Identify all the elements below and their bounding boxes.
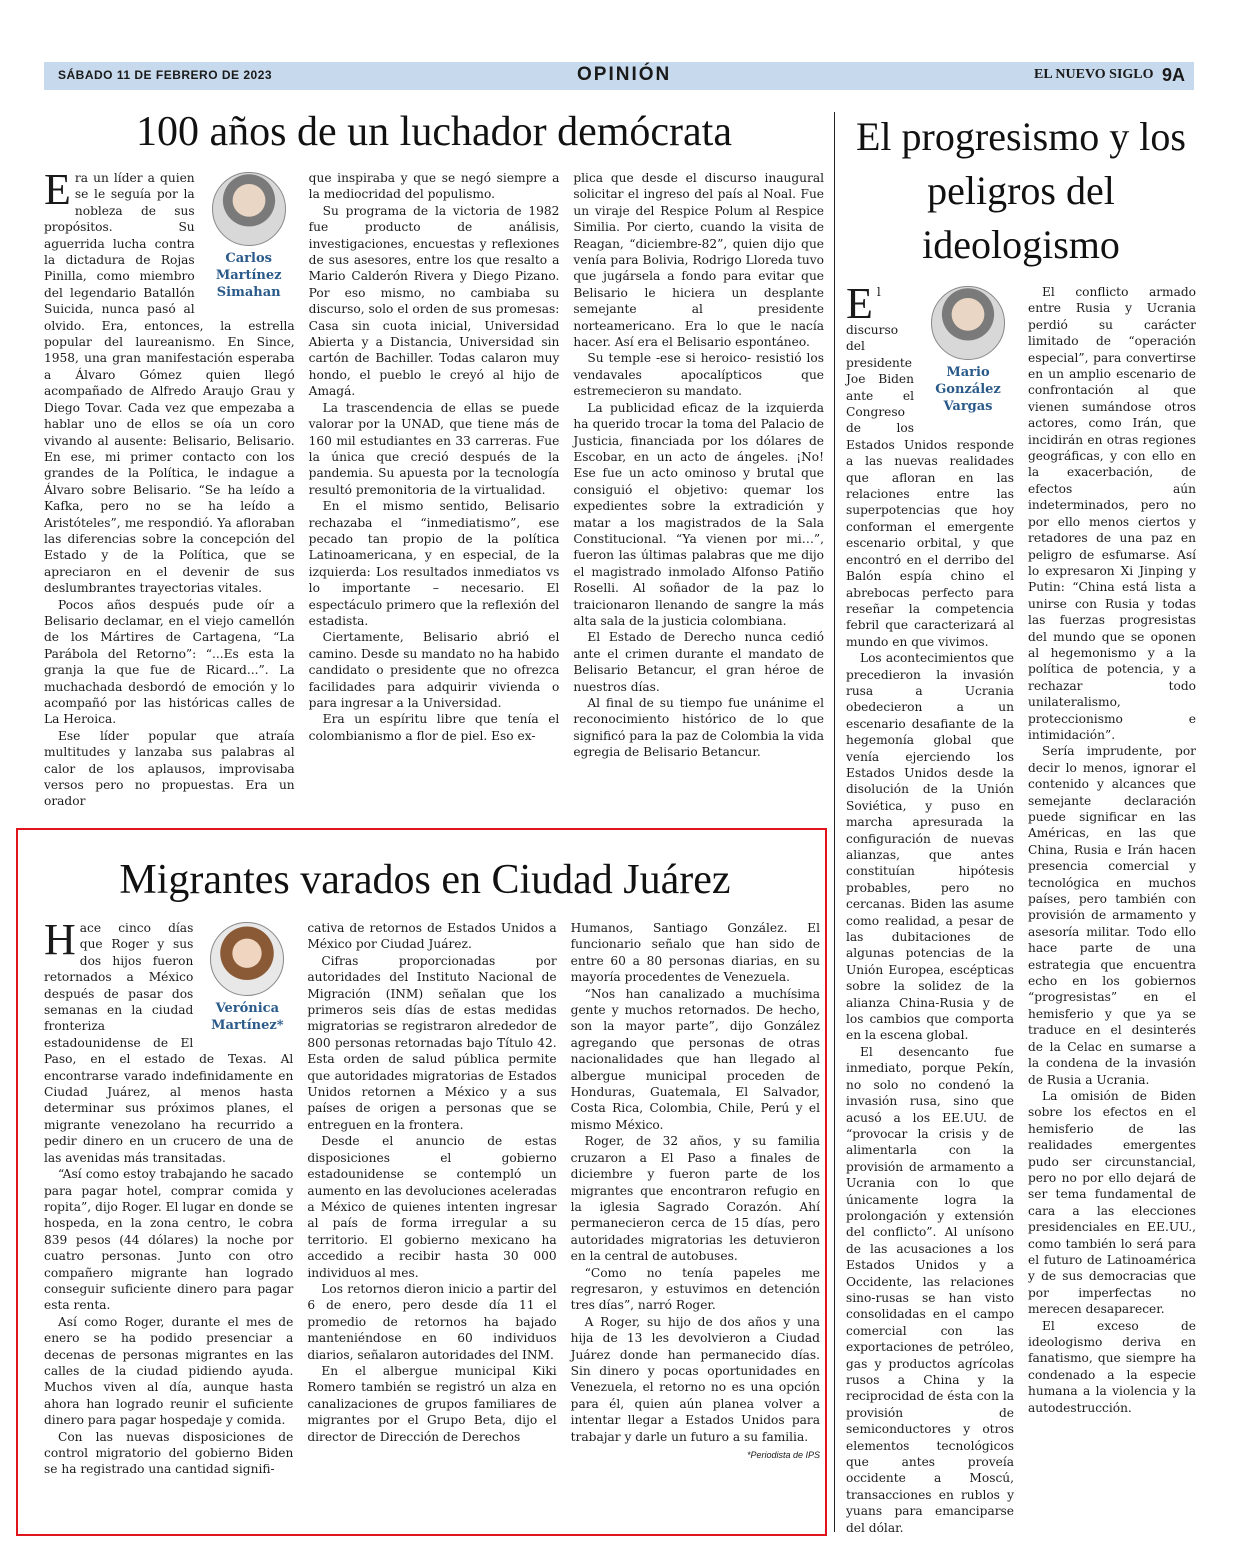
newspaper-name: EL NUEVO SIGLO [1034,67,1154,82]
article1-title: 100 años de un luchador demócrata [136,109,732,155]
article2-paragraph: El exceso de ideologismo deriva en fanatismo, que siempre ha condenado a la especie humana a la violencia y la autodestrucción. [1028,1318,1196,1415]
article1-paragraph: Pocos años después pude oír a Belisario declamar, en el viejo camellón de los Mártires de Cartagena, “La Parábola del Retorno”: “...Es esta la granja la que fue de Ricard...”. La muchachada desbordó de emoción y lo acompañó por las históricas calles de La Heroica. [44,597,295,727]
article1-paragraph: plica que desde el discurso inaugural solicitar el ingreso del país al Noal. Fue un viraje del Respice Polum al Respice Similia. Por cierto, cuando la visita de Reagan, “diciembre-82”, quien dijo que venía para Bolivia, Rodrigo Lloreda tuvo que jugársela a fondo para evitar que Belisario le hiciera un desplante semejante al presidente norteamericano. Era lo que le nacía hacer. Así era el Belisario espontáneo. [573,171,825,350]
article3-paragraph: Con las nuevas disposiciones de control migratorio del gobierno Biden se ha registrado una cantidad signifi- [44,1429,294,1477]
article3-paragraph: Cifras proporcionadas por autoridades del Instituto Nacional de Migración (INM) señalan que los primeros seis días de estas medidas migratorias se registraron alrededor de 800 personas retornadas bajo Título 42. Esta orden de salud pública permite que autoridades migratorias de Estados Unidos retornen a México y a sus países de origen a personas que se entreguen en la frontera. [307,953,557,1132]
section-name: OPINIÓN [577,64,672,85]
article2-paragraph: El conflicto armado entre Rusia y Ucrania perdió su carácter limitado de “operación especial”, para convertirse en un amplio escenario de confrontación al que vienen sumándose otros actores, como Irán, que incidirán en otras regiones geográficas, y con ello en la exacerbación, de efectos aún indeterminados, pero no por ello menos ciertos y retadores de una paz en peligro de esfumarse. Así lo expresaron Xi Jinping y Putin: “China está lista a unirse con Rusia y todas las fuerzas progresistas del mundo que se oponen al hegemonismo y a la política de potencia, y a rechazar todo unilateralismo, proteccionismo e intimidación”. [1028,285,1196,742]
article1-author-name: Carlos Martínez Simahan [215,251,282,300]
article3-author-name: Verónica Martínez* [211,1001,284,1033]
article1-paragraph: Era un espíritu libre que tenía el colombianismo a flor de piel. Eso ex- [308,712,560,743]
article1-author-box [203,172,295,301]
article2-paragraph: Sería imprudente, por decir lo menos, ignorar el contenido y alcances que semejante declaración puede significar en las Américas, en las que China, Rusia e Irán hacen presencia comercial y tecnológica en muchos países, pero también con provisión de armamento y asesoría militar. Todo ello hace parte de una estrategia que encuentra echo en los gobiernos “progresistas” en el hemisferio y que ya se traduce en el desinterés de la Celac en sumarse a la condena de la invasión de Rusia a Ucrania. [1028,744,1196,1087]
column-divider [834,112,835,1532]
article3-paragraph: “Como no tenía papeles me regresaron, y estuvimos en detención tres días”, narró Roger. [570,1265,820,1313]
page-number: 9A [1162,65,1186,85]
article1-column-3 [573,170,824,800]
author-photo [931,286,1005,360]
article1-paragraph: En el mismo sentido, Belisario rechazaba el “inmediatismo”, ese pecado tan propio de la política Latinoamericana, y en especial, de la izquierda: Los resultados inmediatos vs lo importante – necesario. El espectáculo primero que la reflexión del estadista. [308,499,560,628]
page-header [44,62,1194,90]
article3-paragraph: “Así como estoy trabajando he sacado para pagar hotel, comprar comida y ropita”, dijo Roger. El lugar en donde se hospeda, en la zona centro, le cobra 839 pesos (44 dólares) la noche por cuatro personas. Junto con otro compañero migrante han logrado conseguir suficiente dinero para pagar esta renta. [44,1167,294,1313]
article2-paragraph: El discurso del presidente Joe Biden ante el Congreso de los Estados Unidos responde a las nuevas realidades que afloran en las relaciones entre las superpotencias que hoy conforman el emergente escenario orbital, y que encontró en el derribo del Balón espía chino el abrebocas perfecto para reseñar la competencia febril que caracterizará al mundo en que vivimos. [846,279,1014,649]
article3-paragraph: A Roger, su hijo de dos años y una hija de 13 les devolvieron a Ciudad Juárez donde han permanecido días. Sin dinero y pocas oportunidades en Venezuela, el retorno no es una opción para él, quien aún planea volver a intentar llegar a Estados Unidos para trabajar y darle un futuro a su familia. [570,1314,820,1444]
article1-paragraph: El Estado de Derecho nunca cedió ante el crimen durante el mandato de Belisario Betancur, el gran héroe de nuestros días. [573,630,825,694]
drop-cap: E [846,279,873,328]
article3-column-2 [307,920,556,1515]
article2-paragraph: La omisión de Biden sobre los efectos en el hemisferio de las realidades emergentes pudo ser circunstancial, pero no por ello dejará de ser tema fundamental de cara a las elecciones presidenciales en EE.UU., como también lo será para el futuro de Latinoamérica y de sus democracias que por imperfectas no merecen desaparecer. [1028,1088,1196,1317]
article3-title: Migrantes varados en Ciudad Juárez [119,857,731,903]
article1-paragraph: Ciertamente, Belisario abrió el camino. Desde su mandato no ha habido candidato o presidente que no ofrezca facilidades para adquirir vivienda o para ingresar a la Universidad. [308,630,560,710]
article3-paragraph: Desde el anuncio de estas disposiciones el gobierno estadounidense se contempló un aumento en las devoluciones aceleradas a México de quienes intenten ingresar al país de forma irregular a su territorio. El gobierno mexicano ha accedido a recibir hasta 30 000 individuos al mes. [307,1134,557,1280]
article3-column-3 [571,920,820,1515]
article3-author-box [201,922,293,1034]
article3-paragraph: “Nos han canalizado a muchísima gente y muchos retornados. De hecho, son la mayor parte”, dijo González agregando que personas de otras nacionalidades que han llegado al albergue municipal proceden de Honduras, Guatemala, El Salvador, Costa Rica, Colombia, Chile, Perú y el mismo México. [570,986,820,1132]
article1-paragraph: La publicidad eficaz de la izquierda ha querido trocar la toma del Palacio de Justicia, financiada por los dólares de Escobar, en un acto de ángeles. ¡No! Ese fue un acto ominoso y brutal que consiguió el objetivo: quemar los expedientes sobre la extradición y matar a los magistrados de la Sala Constitucional. “Ya vienen por mi…”, fueron las últimas palabras que me dijo el magistrado inmolado Alfonso Patiño Roselli. Al soñador de la paz lo traicionaron llenando de sangre la más alta sala de la justicia colombiana. [573,400,825,628]
article3-paragraph: Así como Roger, durante el mes de enero se ha podido presenciar a decenas de personas migrantes en las calles de la ciudad pidiendo ayuda. Muchos viven al día, aunque hasta ahora han logrado reunir el suficiente dinero para pagar hospedaje y comida. [44,1314,294,1428]
article2-column-1 [846,279,1014,1535]
article3-paragraph: Roger, de 32 años, y su familia cruzaron a El Paso a finales de diciembre y fueron parte de los migrantes que encontraron refugio en la iglesia Sagrado Corazón. Ahí permanecieron cerca de 15 días, pero autoridades migratorias les detuvieron en la central de autobuses. [570,1134,820,1264]
article2-author-name: Mario González Vargas [935,365,1001,414]
article3-body [44,915,820,1515]
article1-paragraph: Al final de su tiempo fue unánime el reconocimiento histórico de lo que significó para la paz de Colombia la vida egregia de Belisario Betancur. [573,696,825,760]
article1-paragraph: Su programa de la victoria de 1982 fue producto de análisis, investigaciones, encuestas y reflexiones de sus asesores, entre los que resalto a Mario Calderón Rivera y Diego Pizano. Por eso mismo, no cambiaba su discurso, solo el orden de sus promesas: Casa sin cuota inicial, Universidad Abierta y a Distancia, Universidad sin cartón de Bachiller. Todas calaron muy hondo, el pueblo le creyó al hijo de Amagá. [308,203,560,399]
article2-paragraph: El desencanto fue inmediato, porque Pekín, no solo no condenó la invasión rusa, sino que acusó a los EE.UU. de “provocar la crisis y de alimentarla con la provisión de armamento a Ucrania con lo que únicamente logra la prolongación y extensión del conflicto”. Al unísono de las acusaciones a los Estados Unidos y a Occidente, las relaciones sino-rusas se han visto consolidadas en el campo comercial con las exportaciones de petróleo, gas y productos agrícolas rusos a China y la reciprocidad de ésta con la provisión de semiconductores y otros elementos tecnológicos que antes proveía occidente a Moscú, transacciones en rublos y yuans para emanciparse del dólar. [846,1044,1014,1535]
article1-paragraph: Su temple -ese si heroico- resistió los vendavales apocalípticos que estremecieron su mandato. [573,351,825,399]
article3-paragraph: Los retornos dieron inicio a partir del 6 de enero, pero desde día 11 el promedio de retornos ha bajado manteniéndose en 60 individuos diarios, señalaron autoridades del INM. [307,1281,557,1362]
drop-cap: H [44,915,76,964]
issue-date: SÁBADO 11 DE FEBRERO DE 2023 [58,68,273,82]
article3-column-1 [44,915,294,1515]
article1-column-1 [44,165,295,809]
article2-author-box [922,286,1014,415]
author-photo [212,172,286,246]
article1-body [44,165,825,809]
article3-paragraph: Humanos, Santiago González. El funcionario señalo que han sido de entre 60 a 80 personas diarias, en su mayoría procedentes de Venezuela. [570,921,820,985]
article3-paragraph: En el albergue municipal Kiki Romero también se registró un alza en canalizaciones de grupos familiares de migrantes por el Grupo Beta, dijo el director de Dirección de Derechos [307,1363,557,1444]
article2-paragraph: Los acontecimientos que precedieron la invasión rusa a Ucrania obedecieron a un escenario desafiante de la hegemonía global que venía ejerciendo los Estados Unidos desde la disolución de la Unión Soviética, y puso en marcha apresurada la configuración de nuevas alianzas, que antes constituían hipótesis probables, pero no cercanas. Biden las asume como realidad, a pesar de las dubitaciones de algunas potencias de la Unión Europea, escépticas sobre la solidez de la alianza China-Rusia y de los cambios que comporta en la escena global. [846,651,1014,1043]
article1-paragraph: que inspiraba y que se negó siempre a la mediocridad del populismo. [308,171,560,202]
author-photo [210,922,284,996]
article1-paragraph: Era un líder a quien se le seguía por la nobleza de sus propósitos. Su aguerrida lucha contra la dictadura de Rojas Pinilla, como miembro del legendario Batallón Suicida, nunca pasó al olvido. Era, entonces, la estrella popular del laureanismo. En Since, 1958, una gran manifestación esperaba a Álvaro Gómez quien llegó acompañado de Alfredo Araujo Grau y Diego Tovar. Cada vez que empezaba a hablar uno de ellos se oía un coro vivando al ausente: Belisario, Belisario. En ese, mi primer contacto con los grandes de la Política, le indague a Álvaro sobre Belisario. “Se ha leído a Kafka, pero no se ha leído a Aristóteles”, me respondió. Ya afloraban las diferencias sobre la concepción del Estado y de la Política, que se apreciaron en el devenir de sus deslumbrantes trayectorias vitales. [44,165,295,596]
article3-paragraph: Hace cinco días que Roger y sus dos hijos fueron retornados a México después de pasar dos semanas en la ciudad fronteriza estadounidense de El Paso, en el estado de Texas. Al encontrarse varado indefinidamente en Ciudad Juárez, al menos hasta determinar sus próximos planes, el migrante venezolano ha recurrido a pedir dinero en un crucero de una de las avenidas más transitadas. [44,915,294,1165]
article1-paragraph: Ese líder popular que atraía multitudes y lanzaba sus palabras al calor de los aplausos, improvisaba versos pero no propuestas. Era un orador [44,728,295,809]
article1-paragraph: La trascendencia de ellas se puede valorar por la UNAD, que tiene más de 160 mil estudiantes en 33 carreras. Fue la única que creció después de la pandemia. Su apuesta por la tecnología resultó premonitoria de la virtualidad. [308,400,560,497]
author-note: *Periodista de IPS [746,1450,820,1460]
drop-cap: E [44,165,71,214]
article1-column-2 [309,170,560,800]
article3-paragraph: cativa de retornos de Estados Unidos a México por Ciudad Juárez. [307,921,557,952]
article2-title: El progresismo y los peligros del ideologismo [856,114,1186,267]
article2-body [846,279,1196,1535]
article2-column-2 [1028,284,1196,1524]
